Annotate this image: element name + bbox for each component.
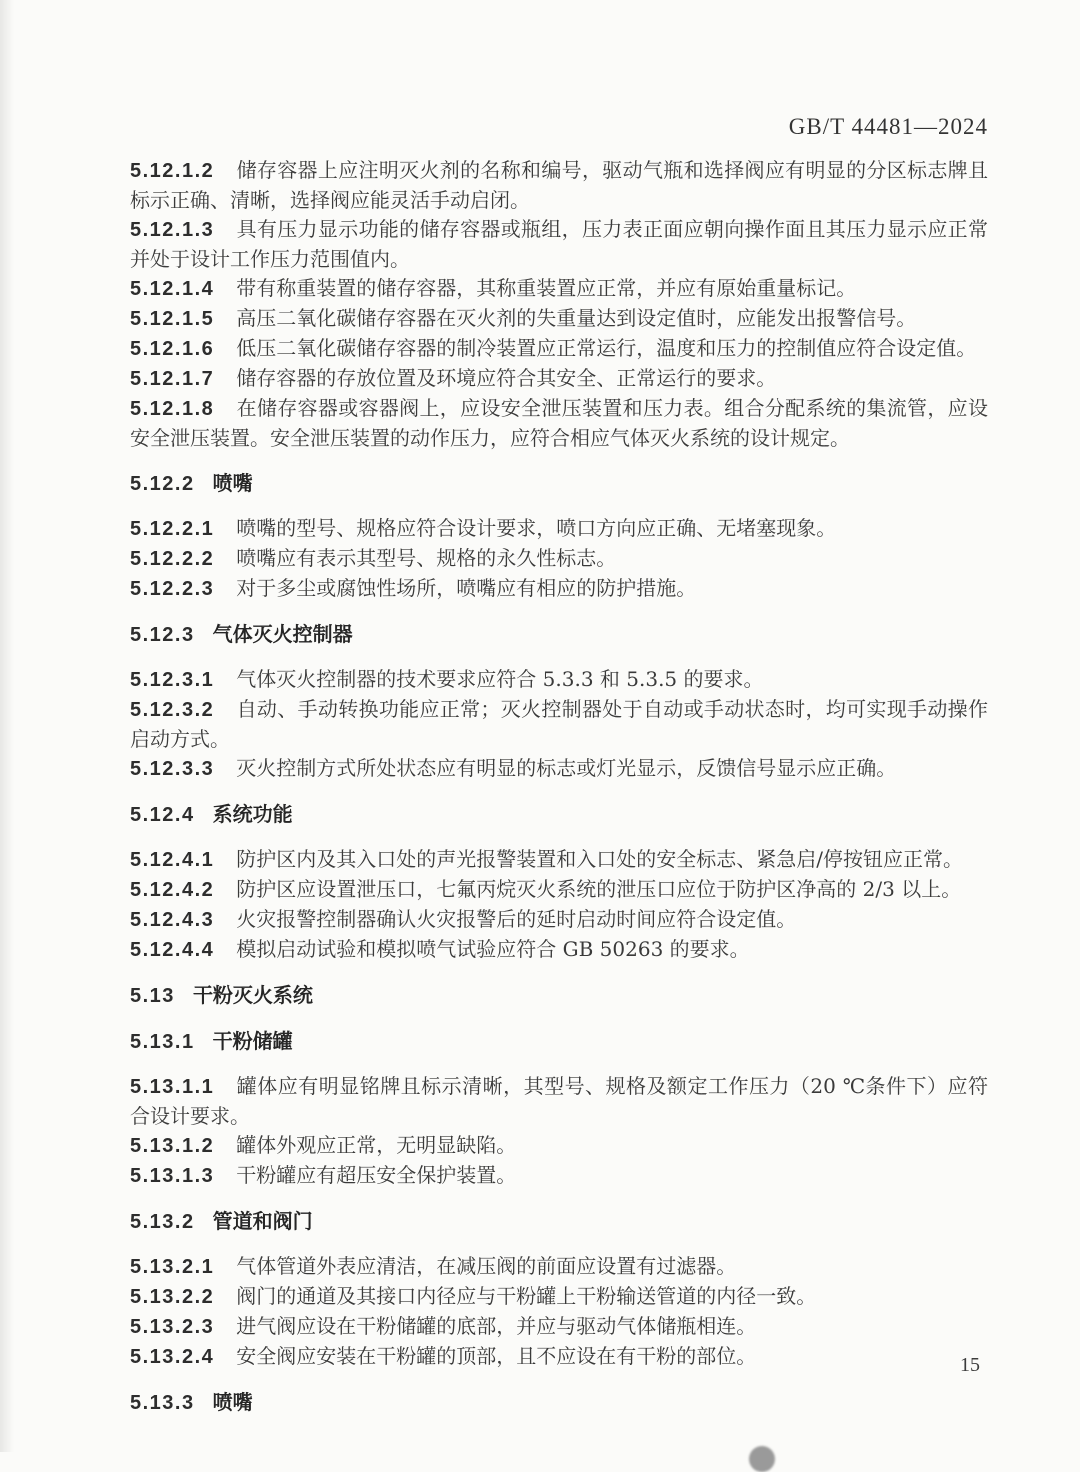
clause-number: 5.12.3 (130, 624, 195, 646)
clause-text: 气体灭火控制器 (212, 624, 353, 646)
section-heading (130, 982, 988, 1011)
clause-number: 5.12.2.1 (130, 518, 215, 540)
clause-number: 5.12.4 (130, 804, 195, 826)
clause-paragraph (130, 875, 988, 905)
clause-number: 5.12.4.2 (130, 879, 215, 901)
clause-number: 5.13.2 (130, 1211, 195, 1233)
clause-number: 5.12.2 (130, 473, 195, 495)
clause-text: 火灾报警控制器确认火灾报警后的延时启动时间应符合设定值。 (236, 907, 797, 931)
clause-paragraph (130, 364, 988, 394)
clause-text: 干粉罐应有超压安全保护装置。 (236, 1163, 517, 1187)
section-heading (130, 1208, 988, 1237)
clause-number: 5.12.2.3 (130, 578, 215, 600)
clause-text: 进气阀应设在干粉储罐的底部，并应与驱动气体储瓶相连。 (236, 1314, 757, 1338)
clause-text: 阀门的通道及其接口内径应与干粉罐上干粉输送管道的内径一致。 (236, 1284, 817, 1308)
clause-text: 低压二氧化碳储存容器的制冷装置应正常运行，温度和压力的控制值应符合设定值。 (236, 336, 977, 360)
clause-paragraph (130, 695, 988, 754)
clause-number: 5.13.1 (130, 1031, 195, 1053)
clause-text: 干粉储罐 (212, 1031, 293, 1053)
clause-number: 5.12.1.5 (130, 308, 215, 330)
clause-paragraph (130, 845, 988, 875)
clause-text: 喷嘴 (212, 1392, 253, 1414)
clause-paragraph (130, 574, 988, 604)
clause-text: 系统功能 (212, 804, 293, 826)
clause-text: 对于多尘或腐蚀性场所，喷嘴应有相应的防护措施。 (236, 576, 697, 600)
clause-paragraph (130, 905, 988, 935)
clause-number: 5.13.2.1 (130, 1256, 215, 1278)
clause-number: 5.12.1.7 (130, 368, 215, 390)
clause-paragraph (130, 935, 988, 965)
clause-text: 高压二氧化碳储存容器在灭火剂的失重量达到设定值时，应能发出报警信号。 (236, 306, 917, 330)
clause-number: 5.13.1.3 (130, 1165, 215, 1187)
clause-text: 储存容器的存放位置及环境应符合其安全、正常运行的要求。 (236, 366, 777, 390)
clause-paragraph (130, 394, 988, 453)
clause-paragraph (130, 1342, 988, 1372)
clause-number: 5.12.1.4 (130, 278, 215, 300)
clause-number: 5.13.1.1 (130, 1076, 215, 1098)
clause-number: 5.13.2.2 (130, 1286, 215, 1308)
clause-paragraph (130, 1131, 988, 1161)
clause-text: 具有压力显示功能的储存容器或瓶组，压力表正面应朝向操作面且其压力显示应正常并处于设计工作压力范围值内。 (130, 217, 988, 271)
clause-number: 5.13.2.4 (130, 1346, 215, 1368)
clause-text: 气体管道外表应清洁，在减压阀的前面应设置有过滤器。 (236, 1254, 737, 1278)
clause-number: 5.12.1.3 (130, 219, 215, 241)
section-heading (130, 801, 988, 830)
clause-text: 安全阀应安装在干粉罐的顶部，且不应设在有干粉的部位。 (236, 1344, 757, 1368)
clause-paragraph (130, 1161, 988, 1191)
clause-text: 干粉灭火系统 (192, 985, 313, 1007)
standard-code-header: GB/T 44481—2024 (788, 114, 988, 139)
clause-number: 5.12.1.2 (130, 160, 215, 182)
clause-paragraph (130, 754, 988, 784)
clause-number: 5.12.2.2 (130, 548, 215, 570)
clause-text: 防护区内及其入口处的声光报警装置和入口处的安全标志、紧急启/停按钮应正常。 (236, 847, 964, 871)
section-heading (130, 621, 988, 650)
clause-number: 5.12.3.1 (130, 669, 215, 691)
clause-text: 储存容器上应注明灭火剂的名称和编号，驱动气瓶和选择阀应有明显的分区标志牌且标示正确、清晰，选择阀应能灵活手动启闭。 (130, 158, 988, 212)
clause-text: 罐体外观应正常，无明显缺陷。 (236, 1133, 517, 1157)
clause-text: 气体灭火控制器的技术要求应符合 5.3.3 和 5.3.5 的要求。 (236, 667, 764, 691)
clause-text: 喷嘴 (212, 473, 253, 495)
clause-number: 5.12.4.3 (130, 909, 215, 931)
page-number: 15 (960, 1354, 980, 1376)
clause-text: 管道和阀门 (212, 1211, 313, 1233)
clause-text: 带有称重装置的储存容器，其称重装置应正常，并应有原始重量标记。 (236, 276, 857, 300)
clause-number: 5.12.1.6 (130, 338, 215, 360)
clause-text: 自动、手动转换功能应正常；灭火控制器处于自动或手动状态时，均可实现手动操作启动方式。 (130, 697, 988, 751)
section-heading (130, 1028, 988, 1057)
page-edge-shading (0, 0, 14, 1452)
clause-paragraph (130, 544, 988, 574)
clause-paragraph (130, 1252, 988, 1282)
clause-paragraph (130, 665, 988, 695)
clause-number: 5.13.2.3 (130, 1316, 215, 1338)
clause-paragraph (130, 1072, 988, 1131)
clause-text: 在储存容器或容器阀上，应设安全泄压装置和压力表。组合分配系统的集流管，应设安全泄压装置。安全泄压装置的动作压力，应符合相应气体灭火系统的设计规定。 (130, 396, 988, 450)
scan-artifact-dot (749, 1446, 775, 1472)
clause-number: 5.12.4.4 (130, 939, 215, 961)
clause-text: 喷嘴应有表示其型号、规格的永久性标志。 (236, 546, 617, 570)
clause-paragraph (130, 156, 988, 215)
clause-number: 5.13 (130, 985, 175, 1007)
clause-text: 模拟启动试验和模拟喷气试验应符合 GB 50263 的要求。 (236, 937, 750, 961)
clause-text: 罐体应有明显铭牌且标示清晰，其型号、规格及额定工作压力（20 ℃条件下）应符合设计要求。 (130, 1074, 988, 1128)
clause-paragraph (130, 274, 988, 304)
clause-paragraph (130, 215, 988, 274)
clause-paragraph (130, 514, 988, 544)
clause-number: 5.12.3.2 (130, 699, 215, 721)
clause-text: 防护区应设置泄压口，七氟丙烷灭火系统的泄压口应位于防护区净高的 2/3 以上。 (236, 877, 962, 901)
clause-number: 5.12.3.3 (130, 758, 215, 780)
clause-number: 5.12.4.1 (130, 849, 215, 871)
clause-number: 5.13.3 (130, 1392, 195, 1414)
section-heading (130, 470, 988, 499)
clause-text: 灭火控制方式所处状态应有明显的标志或灯光显示，反馈信号显示应正确。 (236, 756, 897, 780)
section-heading (130, 1389, 988, 1418)
clause-number: 5.13.1.2 (130, 1135, 215, 1157)
clause-paragraph (130, 1312, 988, 1342)
clause-paragraph (130, 1282, 988, 1312)
clause-paragraph (130, 304, 988, 334)
clause-paragraph (130, 334, 988, 364)
clause-text: 喷嘴的型号、规格应符合设计要求，喷口方向应正确、无堵塞现象。 (236, 516, 837, 540)
clause-number: 5.12.1.8 (130, 398, 215, 420)
document-body (130, 156, 988, 1433)
